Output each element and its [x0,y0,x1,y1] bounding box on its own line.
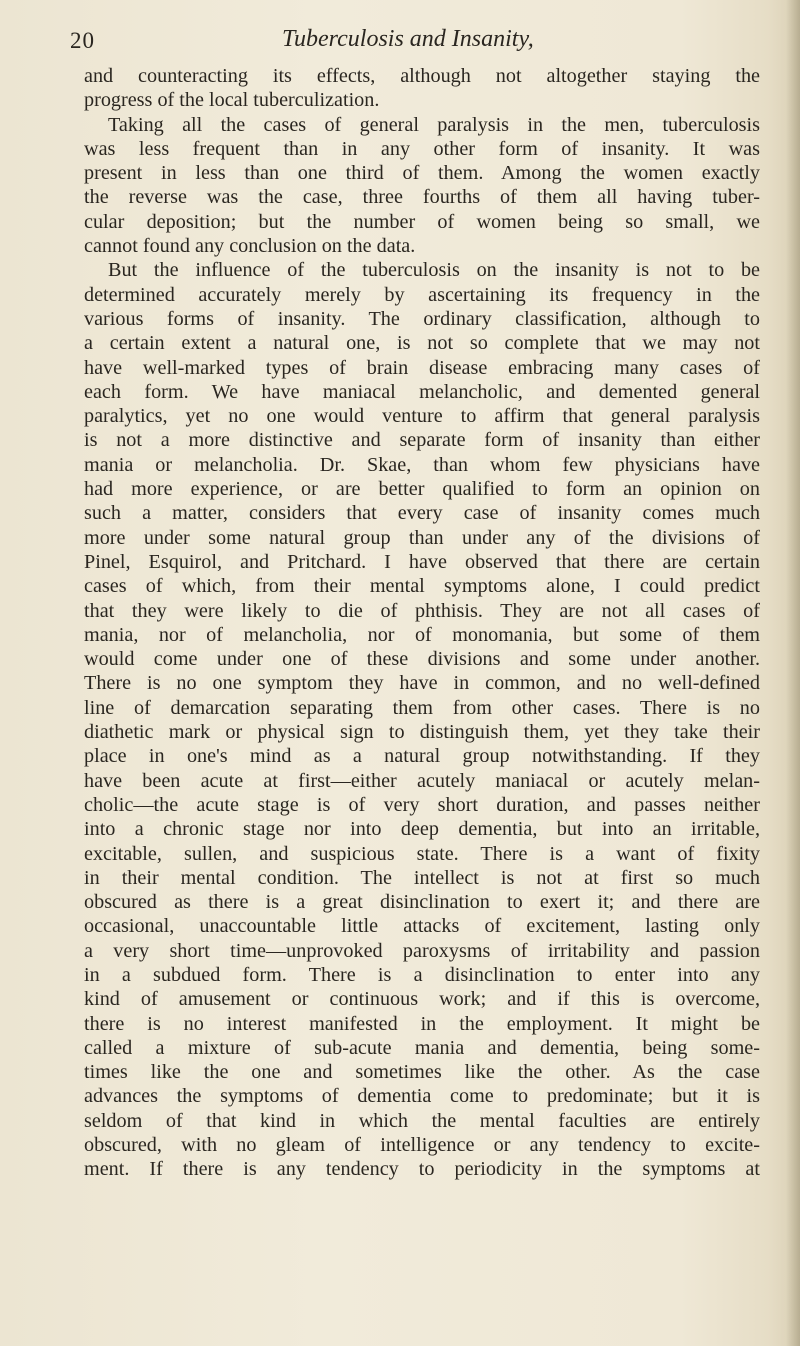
text-line: would come under one of these divisions and some under another. [84,648,760,671]
text-line: Taking all the cases of general paralysis in the men, tuberculosis [108,113,760,136]
text-line: is not a more distinctive and separate form of insanity than either [84,429,760,452]
running-title: Tuberculosis and Insanity, [282,26,534,52]
text-line: paralytics, yet no one would venture to affirm that general paralysis [84,405,760,428]
text-line: cannot found any conclusion on the data. [84,235,416,258]
text-line: seldom of that kind in which the mental faculties are entirely [84,1109,760,1132]
text-line: have been acute at first—either acutely maniacal or acutely melan- [84,769,760,792]
text-line: Pinel, Esquirol, and Pritchard. I have observed that there are certain [84,550,760,573]
text-line: present in less than one third of them. Among the women exactly [84,162,760,185]
page-number: 20 [70,28,95,53]
text-line: obscured, with no gleam of intelligence or any tendency to excite- [84,1134,760,1157]
text-line: But the influence of the tuberculosis on the insanity is not to be [108,259,760,282]
text-line: line of demarcation separating them from other cases. There is no [84,696,760,719]
text-line: ment. If there is any tendency to periodicity in the symptoms at [84,1158,760,1181]
text-line: mania or melancholia. Dr. Skae, than whom few physicians have [84,453,760,476]
text-line: in their mental condition. The intellect is not at first so much [84,866,760,889]
text-line: into a chronic stage nor into deep dementia, but into an irritable, [84,818,760,841]
text-line: excitable, sullen, and suspicious state. There is a want of fixity [84,842,760,865]
text-line: the reverse was the case, three fourths of them all having tuber- [84,186,760,209]
text-line: occasional, unaccountable little attacks of excitement, lasting only [84,915,760,938]
text-line: a very short time—unprovoked paroxysms of irritability and passion [84,939,760,962]
text-line: progress of the local tuberculization. [84,89,380,112]
page-header [70,14,760,64]
body-text [84,64,760,1182]
text-line: had more experience, or are better qualified to form an opinion on [84,478,760,501]
text-line: called a mixture of sub-acute mania and dementia, being some- [84,1036,760,1059]
text-line: more under some natural group than under any of the divisions of [84,526,760,549]
text-line: mania, nor of melancholia, nor of monomania, but some of them [84,623,760,646]
text-line: times like the one and sometimes like the other. As the case [84,1061,760,1084]
text-line: there is no interest manifested in the employment. It might be [84,1012,760,1035]
text-line: determined accurately merely by ascertaining its frequency in the [84,283,760,306]
text-line: There is no one symptom they have in common, and no well-defined [84,672,760,695]
text-line: obscured as there is a great disinclination to exert it; and there are [84,891,760,914]
text-line: advances the symptoms of dementia come to predominate; but it is [84,1085,760,1108]
page-edge-shadow [786,0,800,1346]
text-line: in a subdued form. There is a disinclination to enter into any [84,963,760,986]
text-line: such a matter, considers that every case of insanity comes much [84,502,760,525]
text-line: that they were likely to die of phthisis. They are not all cases of [84,599,760,622]
text-line: diathetic mark or physical sign to distinguish them, yet they take their [84,721,760,744]
text-line: cular deposition; but the number of women being so small, we [84,210,760,233]
text-line: cholic—the acute stage is of very short duration, and passes neither [84,793,760,816]
text-line: and counteracting its effects, although not altogether staying the [84,65,760,87]
text-line: various forms of insanity. The ordinary classification, although to [84,307,760,330]
text-line: kind of amusement or continuous work; and if this is overcome, [84,988,760,1011]
text-line: place in one's mind as a natural group notwithstanding. If they [84,745,760,768]
text-line: was less frequent than in any other form of insanity. It was [84,137,760,160]
text-line: each form. We have maniacal melancholic, and demented general [84,380,760,403]
text-line: a certain extent a natural one, is not so complete that we may not [84,332,760,355]
text-line: have well-marked types of brain disease embracing many cases of [84,356,760,379]
text-line: cases of which, from their mental symptoms alone, I could predict [84,575,760,598]
